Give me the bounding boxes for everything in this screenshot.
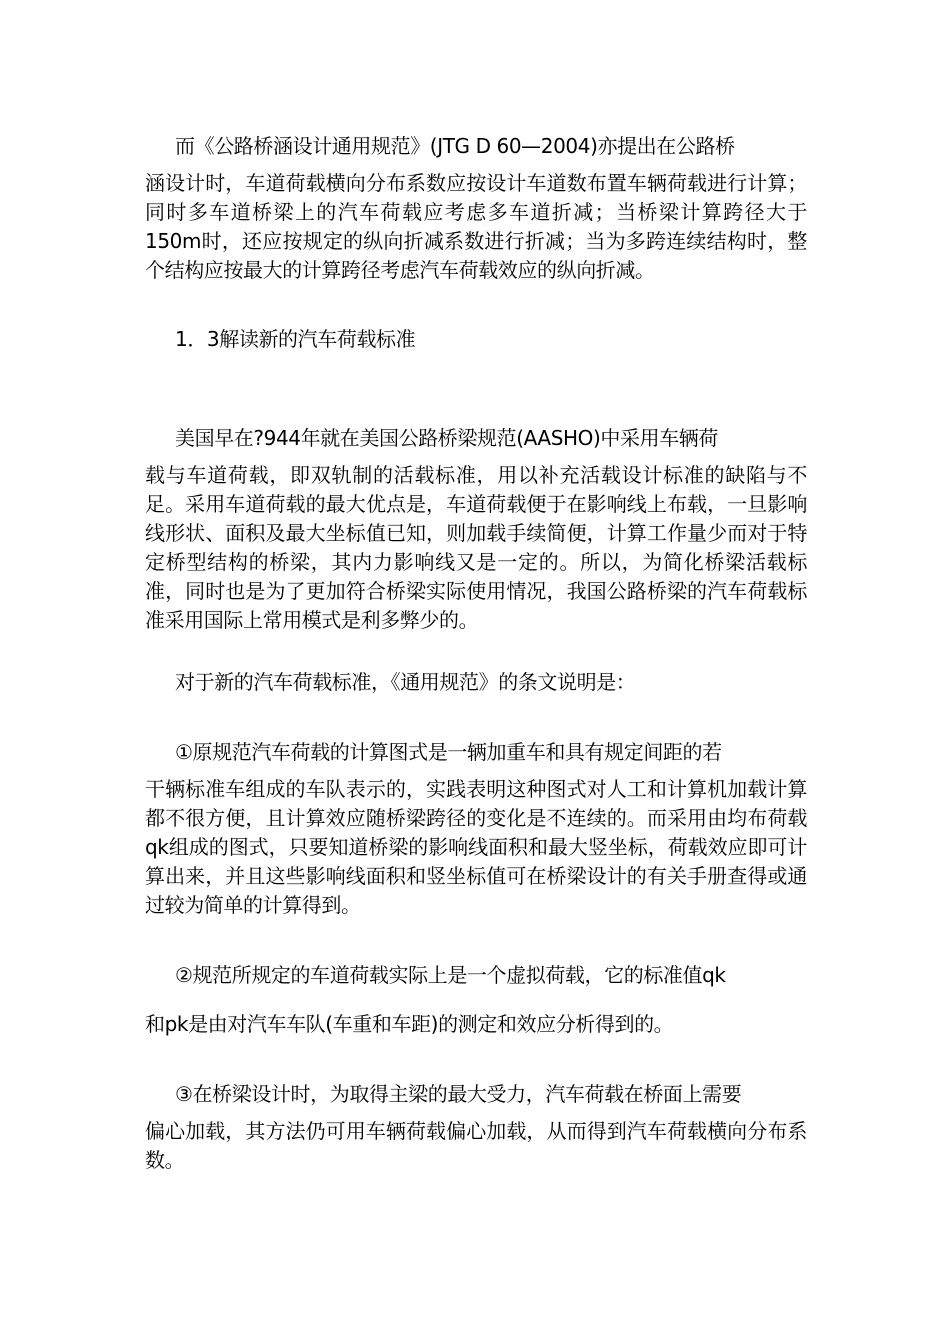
paragraph-body: 涵设计时，车道荷载横向分布系数应按设计车道数布置车辆荷载进行计算；同时多车道桥梁上的汽车荷载应考虑多车道折减；当桥梁计算跨径大于150m时，还应按规定的纵向折减系数进行折减；当为多跨连续结构时，整个结构应按最大的计算跨径考虑汽车荷载效应的纵向折减。 bbox=[145, 171, 807, 282]
paragraph-first-line: ②规范所规定的车道荷载实际上是一个虚拟荷载，它的标准值qk bbox=[175, 963, 726, 987]
paragraph-item-2 bbox=[145, 961, 807, 1039]
paragraph-body: 载与车道荷载，即双轨制的活载标准，用以补充活载设计标准的缺陷与不足。采用车道荷载的最大优点是，车道荷载便于在影响线上布载，一旦影响线形状、面积及最大坐标值已知，则加载手续简便，计算工作量少而对于特定桥型结构的桥梁，其内力影响线又是一定的。所以，为简化桥梁活载标准，同时也是为了更加符合桥梁实际使用情况，我国公路桥梁的汽车荷载标准采用国际上常用模式是利多弊少的。 bbox=[145, 463, 807, 632]
paragraph-item-3 bbox=[145, 1080, 807, 1175]
paragraph-item-1 bbox=[145, 738, 807, 920]
paragraph-aasho bbox=[145, 424, 807, 635]
paragraph-first-line: ①原规范汽车荷载的计算图式是一辆加重车和具有规定间距的若 bbox=[175, 740, 722, 764]
document-page bbox=[145, 132, 807, 1175]
paragraph-body: 偏心加载，其方法仍可用车辆荷载偏心加载，从而得到汽车荷载横向分布系数。 bbox=[145, 1119, 807, 1172]
paragraph-body: 和pk是由对汽车车队(车重和车距)的测定和效应分析得到的。 bbox=[145, 1012, 674, 1036]
paragraph-first-line: ③在桥梁设计时，为取得主梁的最大受力，汽车荷载在桥面上需要 bbox=[175, 1082, 742, 1106]
paragraph-first-line: 对于新的汽车荷载标准，《通用规范》的条文说明是： bbox=[175, 670, 636, 694]
paragraph-first-line: 美国早在?944年就在美国公路桥梁规范(AASHO)中采用车辆荷 bbox=[175, 426, 718, 450]
paragraph-code-explanation bbox=[145, 668, 807, 697]
paragraph-body: 干辆标准车组成的车队表示的，实践表明这种图式对人工和计算机加载计算都不很方便，且计算效应随桥梁跨径的变化是不连续的。而采用由均布荷载qk组成的图式，只要知道桥梁的影响线面积和最大竖坐标，荷载效应即可计算出来，并且这些影响线面积和竖坐标值可在桥梁设计的有关手册查得或通过较为简单的计算得到。 bbox=[145, 777, 807, 917]
section-heading: 1．3解读新的汽车荷载标准 bbox=[175, 327, 416, 351]
paragraph-bridge-code bbox=[145, 132, 807, 285]
paragraph-first-line: 而《公路桥涵设计通用规范》(JTG D 60—2004)亦提出在公路桥 bbox=[175, 134, 735, 158]
